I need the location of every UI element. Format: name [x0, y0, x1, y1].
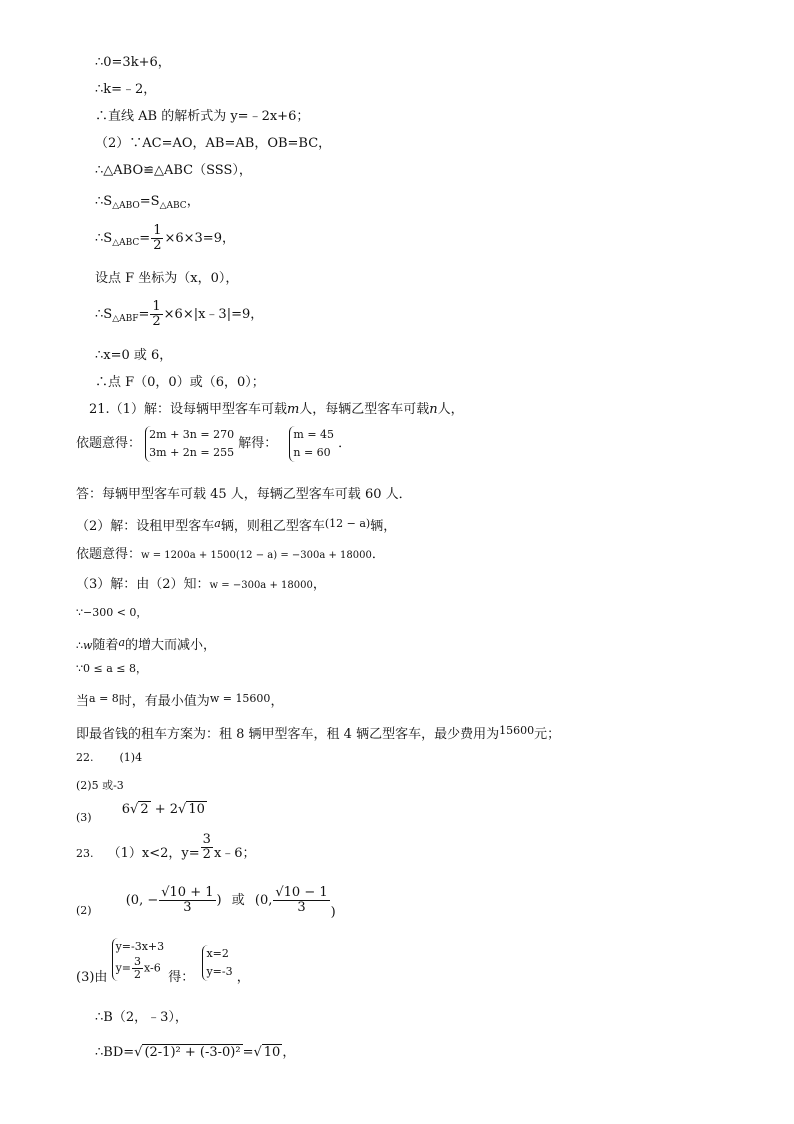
text: ．: [338, 436, 352, 451]
text: y=: [115, 961, 131, 975]
solution-line: ∴点 F（0，0）或（6，0）；: [95, 375, 265, 390]
expression: 6√ 2 + 2√ 10: [121, 802, 205, 817]
variable: m: [286, 402, 300, 417]
equation: 2m + 3n = 270: [149, 428, 235, 441]
text: ∴: [76, 639, 83, 652]
text: ∴S: [95, 307, 113, 322]
equation: x=2: [206, 947, 229, 960]
text: 6: [121, 802, 131, 817]
text: ，: [236, 970, 250, 985]
solution-line: [95, 193, 200, 215]
fraction: [150, 300, 162, 329]
solution-line: ∴B（2，﹣3），: [95, 1010, 188, 1025]
solution-line: ∴x=0 或 6，: [95, 348, 173, 363]
radicand: 2: [140, 802, 149, 817]
text: （2）解：设租甲型客车: [76, 519, 215, 534]
solution-line: [76, 515, 396, 536]
text: 当: [76, 694, 90, 709]
text: ∴S: [95, 194, 113, 209]
question-number: (3): [76, 811, 92, 824]
text: =: [139, 231, 151, 246]
text: (0, −: [125, 893, 159, 908]
subscript: △ABC: [112, 238, 140, 248]
text: 解得：: [238, 436, 278, 451]
solution-line: [76, 938, 250, 987]
text: ): [330, 905, 336, 920]
numerator: 1: [152, 299, 161, 314]
text: 人，每辆乙型客车可载: [299, 402, 430, 417]
solution-line: [76, 833, 256, 863]
variable: n: [429, 402, 438, 417]
text: 元；: [534, 727, 561, 742]
question-number: 22.: [76, 751, 94, 764]
equation-system: [202, 945, 232, 981]
question-number: (2): [76, 904, 92, 917]
solution-line: ∴0=3k+6，: [95, 55, 171, 70]
solution-line: [95, 300, 263, 329]
fraction: [151, 224, 163, 253]
subscript: △ABC: [159, 201, 187, 211]
numerator: √10 − 1: [275, 885, 328, 900]
expression: w = −300a + 18000: [209, 580, 313, 591]
text: (3)由: [76, 970, 108, 985]
text: x﹣6；: [213, 846, 256, 861]
solution-line: [76, 546, 385, 565]
solution-line: [89, 401, 464, 419]
solution-line: [76, 690, 283, 711]
fraction: [132, 956, 143, 981]
solution-line: [76, 426, 351, 462]
solution-line: (2)5 或-3: [76, 779, 124, 792]
text: 人，: [437, 402, 464, 417]
expression: w = 1200a + 1500(12 − a) = −300a + 18000: [141, 550, 372, 561]
text: ×6×3=9，: [164, 231, 235, 246]
numerator: 1: [153, 223, 162, 238]
equation: 3m + 2n = 255: [149, 446, 235, 459]
radicand: 10: [188, 802, 205, 817]
solution-line: [76, 749, 142, 767]
text: =S: [139, 194, 160, 209]
equation: y=-3x+3: [115, 940, 165, 953]
denominator: 2: [153, 238, 162, 253]
text: ，: [270, 694, 284, 709]
expression: (12 − a): [324, 517, 371, 530]
value: 15600: [499, 724, 535, 737]
question-number: 23.: [76, 847, 94, 860]
solution-line: ∴直线 AB 的解析式为 y=﹣2x+6；: [95, 109, 310, 124]
text: (0,: [254, 893, 273, 908]
radicand: (2-1)² + (-3-0)²: [144, 1045, 241, 1060]
equation: y=-3: [206, 965, 233, 978]
solution-line: [76, 722, 560, 744]
text: =: [242, 1045, 254, 1060]
solution-line: [95, 224, 235, 253]
equation: m = 45: [293, 428, 335, 441]
numerator: 3: [134, 955, 141, 968]
radicand: 10: [263, 1045, 281, 1060]
text: ，: [282, 1045, 296, 1060]
equation: n = 60: [293, 446, 331, 459]
fraction: [273, 886, 329, 915]
text: x-6: [144, 961, 161, 975]
solution-line: [76, 576, 326, 595]
variable: a: [118, 636, 125, 649]
fraction: [201, 833, 213, 862]
expression: a = 8: [89, 692, 119, 705]
text: 辆，则租乙型客车: [220, 519, 325, 534]
text: ): [216, 893, 222, 908]
text: 依题意得：: [76, 436, 142, 451]
text: ．: [371, 547, 385, 562]
equation-system: [289, 426, 334, 462]
subscript: △ABO: [112, 201, 140, 211]
solution-line: [76, 886, 336, 922]
text: + 2: [150, 802, 179, 817]
text: ×6×|x﹣3|=9，: [163, 307, 264, 322]
text: ∴S: [95, 231, 113, 246]
text: =: [138, 307, 150, 322]
text: 或: [231, 893, 245, 908]
text: 的增大而减小，: [125, 638, 217, 653]
equation-system: [112, 938, 165, 981]
text: ∴BD=: [95, 1045, 135, 1060]
text: ，: [186, 194, 200, 209]
denominator: 3: [297, 900, 306, 915]
numerator: √10 + 1: [161, 885, 214, 900]
variable: w: [83, 639, 93, 652]
denominator: 2: [134, 968, 141, 981]
text: 21.（1）解：设每辆甲型客车可载: [89, 402, 287, 417]
fraction: [159, 886, 215, 915]
text: （3）解：由（2）知：: [76, 577, 210, 592]
solution-line: [76, 634, 216, 655]
denominator: 2: [152, 314, 161, 329]
text: 辆，: [370, 519, 397, 534]
solution-line: ∵0 ≤ a ≤ 8，: [76, 662, 147, 675]
text: 时，有最小值为: [118, 694, 210, 709]
denominator: 2: [202, 847, 211, 862]
solution-line: ∴k=﹣2，: [95, 82, 157, 97]
solution-line: ∵−300 < 0，: [76, 606, 148, 619]
variable: a: [214, 517, 221, 530]
equation: [116, 956, 165, 981]
solution-line: ∴BD=√ (2-1)² + (-3-0)² =√ 10 ，: [95, 1045, 296, 1060]
solution-line: 设点 F 坐标为（x，0），: [95, 271, 239, 286]
answer: (1)4: [119, 751, 143, 764]
equation-system: [145, 426, 234, 462]
solution-line: [76, 802, 207, 827]
text: ，: [312, 577, 326, 592]
solution-line: 答：每辆甲型客车可载 45 人，每辆乙型客车可载 60 人．: [76, 487, 412, 502]
text: 得：: [168, 970, 195, 985]
denominator: 3: [183, 900, 192, 915]
text: 依题意得：: [76, 547, 142, 562]
text: 随着: [92, 638, 119, 653]
text: 即最省钱的租车方案为：租 8 辆甲型客车，租 4 辆乙型客车，最少费用为: [76, 727, 500, 742]
solution-line: ∴△ABO≌△ABC（SSS），: [95, 163, 252, 178]
subscript: △ABF: [112, 314, 139, 324]
expression: w = 15600: [209, 692, 271, 705]
numerator: 3: [202, 832, 211, 847]
text: （1）x<2，y=: [107, 846, 200, 861]
solution-line: （2）∵AC=AO，AB=AB，OB=BC，: [95, 136, 332, 151]
